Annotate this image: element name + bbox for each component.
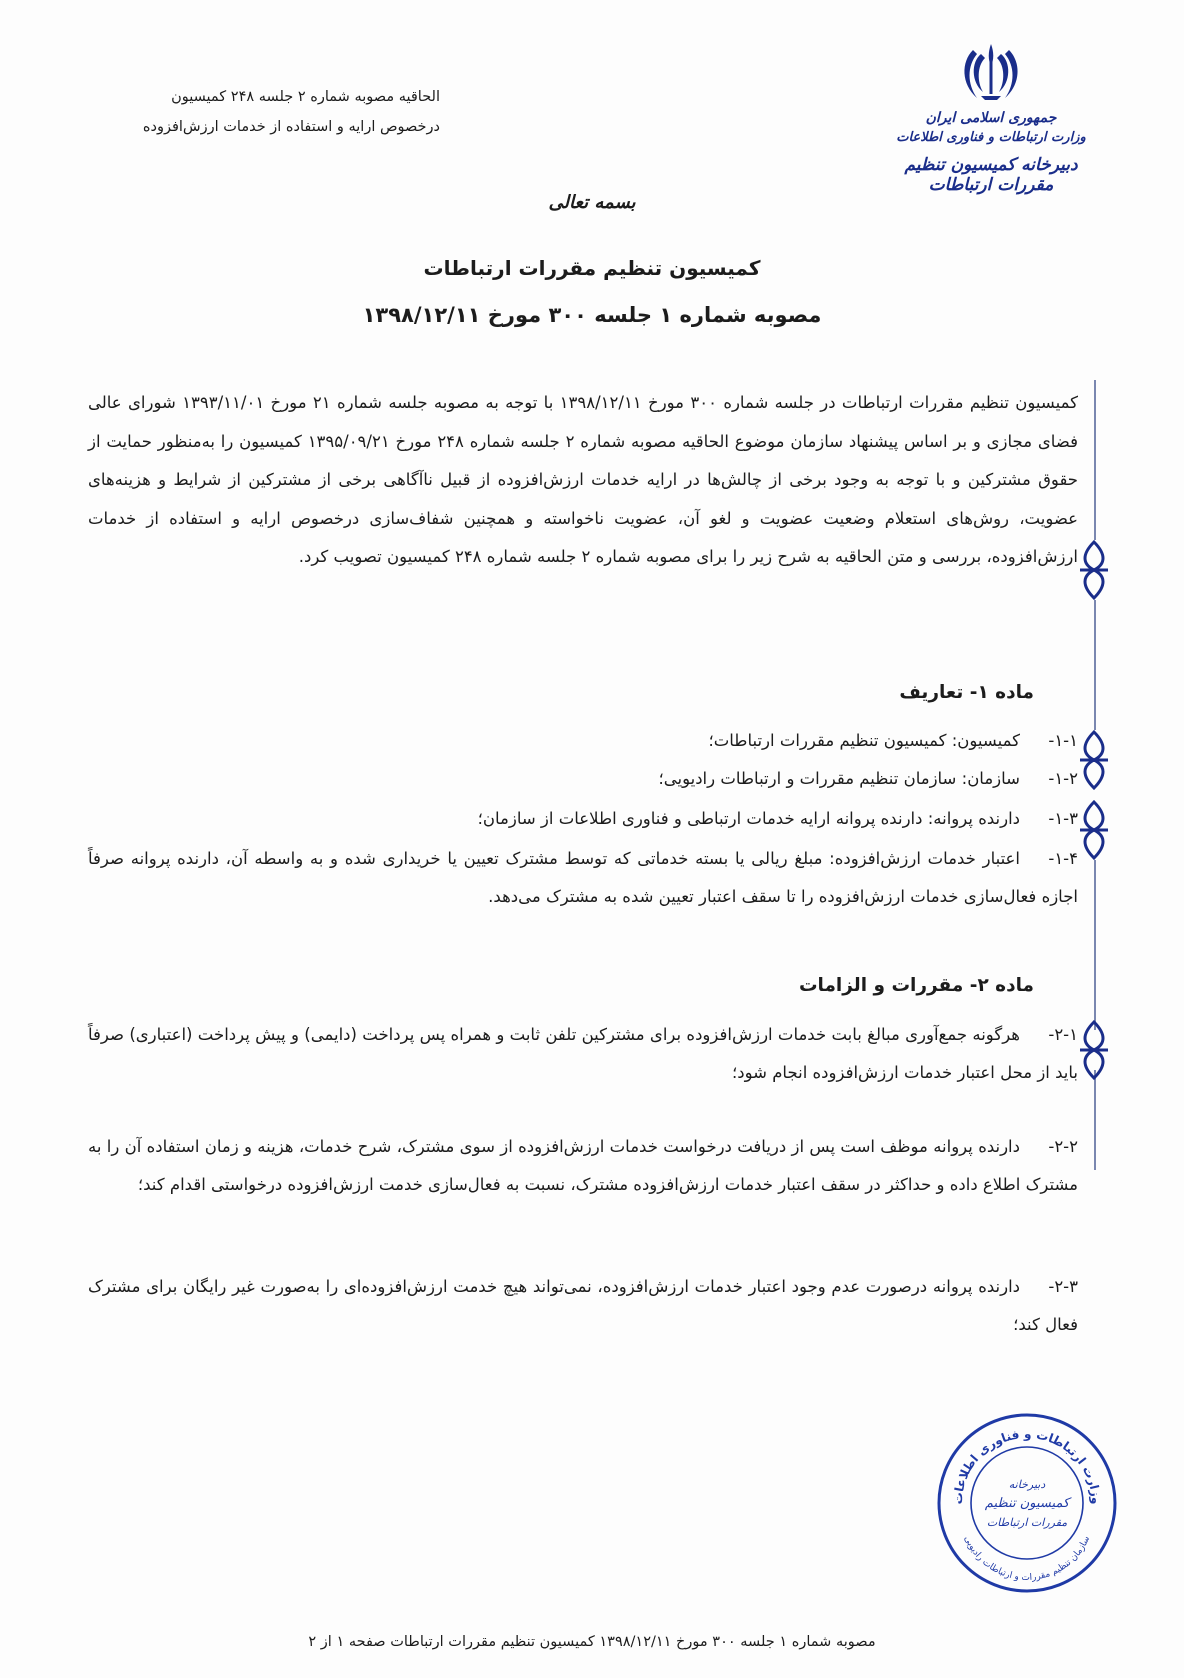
item-number: ۲-۱- (1048, 1025, 1078, 1044)
logo-ministry-name: وزارت ارتباطات و فناوری اطلاعات (896, 130, 1086, 145)
item-number: ۲-۳- (1048, 1277, 1078, 1296)
regulation-item (88, 1268, 1078, 1344)
definition-item (88, 760, 1078, 798)
item-text: اعتبار خدمات ارزش‌افزوده: مبلغ ریالی یا بسته خدماتی که توسط مشترک تعیین یا خریداری شده و به واسطه آن، دارنده پروانه صرفاً اجازه فعال‌سازی خدمات ارزش‌افزوده را تا سقف اعتبار تعیین شده به مشترک می‌دهد. (88, 849, 1078, 906)
stamp-inner-line-1: دبیرخانه (1008, 1478, 1046, 1491)
svg-text:وزارت ارتباطات و فناوری اطلاعا (951, 1427, 1103, 1505)
article-2-heading: ماده ۲- مقررات و الزامات (798, 975, 1034, 996)
stamp-outer-text: وزارت ارتباطات و فناوری اطلاعات (950, 1426, 1104, 1505)
item-number: ۱-۴- (1048, 849, 1078, 868)
logo-secretariat-name: دبیرخانه کمیسیون تنظیم مقررات ارتباطات (904, 155, 1078, 195)
stamp-inner-line-3: مقررات ارتباطات (986, 1516, 1068, 1529)
reference-note-line-1: الحاقیه مصوبه شماره ۲ جلسه ۲۴۸ کمیسیون (171, 89, 440, 105)
document-title: کمیسیون تنظیم مقررات ارتباطات (423, 256, 761, 280)
item-number: ۲-۲- (1048, 1137, 1078, 1156)
reference-note (60, 82, 440, 142)
margin-ornament-icon (1076, 540, 1112, 600)
invocation: بسمه تعالی (548, 192, 636, 213)
article-1-heading: ماده ۱- تعاریف (899, 682, 1034, 703)
item-text: هرگونه جمع‌آوری مبالغ بابت خدمات ارزش‌افزوده برای مشترکین تلفن ثابت و همراه پس پرداخت (دایمی) و پیش پرداخت (اعتباری) صرفاً باید از محل اعتبار خدمات ارزش‌افزوده انجام شود؛ (88, 1025, 1078, 1082)
margin-rule (1094, 860, 1096, 1030)
item-text: دارنده پروانه درصورت عدم وجود اعتبار خدمات ارزش‌افزوده، نمی‌تواند هیچ خدمت ارزش‌افزوده‌ای را به‌صورت غیر رایگان برای مشترک فعال کند؛ (88, 1277, 1078, 1334)
iran-emblem-icon (959, 40, 1023, 104)
logo-country-name: جمهوری اسلامی ایران (925, 110, 1057, 126)
definition-item (88, 840, 1078, 916)
resolution-title: مصوبه شماره ۱ جلسه ۳۰۰ مورخ ۱۳۹۸/۱۲/۱۱ (362, 303, 822, 327)
regulation-item (88, 1016, 1078, 1092)
ministry-logo (886, 40, 1096, 195)
item-text: سازمان: سازمان تنظیم مقررات و ارتباطات رادیویی؛ (658, 769, 1020, 788)
item-number: ۱-۱- (1048, 731, 1078, 750)
item-text: کمیسیون: کمیسیون تنظیم مقررات ارتباطات؛ (708, 731, 1020, 750)
intro-paragraph: کمیسیون تنظیم مقررات ارتباطات در جلسه شماره ۳۰۰ مورخ ۱۳۹۸/۱۲/۱۱ با توجه به مصوبه جلسه شماره ۲۱ مورخ ۱۳۹۳/۱۱/۰۱ شورای عالی فضای مجازی و بر اساس پیشنهاد سازمان موضوع الحاقیه مصوبه شماره ۲ جلسه شماره ۲۴۸ مورخ ۱۳۹۵/۰۹/۲۱ کمیسیون را به‌منظور حمایت از حقوق مشترکین و با توجه به وجود برخی از چالش‌ها در ارایه خدمات ارزش‌افزوده از قبیل ناآگاهی برخی از مشترکین از شرایط و هزینه‌های عضویت، روش‌های استعلام وضعیت عضویت و لغو آن، عضویت ناخواسته و همچنین شفاف‌سازی درخصوص ارایه و استفاده از خدمات ارزش‌افزوده، بررسی و متن الحاقیه به شرح زیر را برای مصوبه شماره ۲ جلسه شماره ۲۴۸ کمیسیون تصویب کرد. (88, 393, 1078, 566)
item-text: دارنده پروانه موظف است پس از دریافت درخواست خدمات ارزش‌افزوده از سوی مشترک، شرح خدمات، هزینه و زمان استفاده آن را به مشترک اطلاع داده و حداکثر در سقف اعتبار خدمات ارزش‌افزوده مشترک، نسبت به فعال‌سازی خدمت ارزش‌افزوده درخواستی اقدام کند؛ (88, 1137, 1078, 1194)
item-number: ۱-۲- (1048, 769, 1078, 788)
stamp-inner-line-2: کمیسیون تنظیم (984, 1496, 1070, 1511)
official-stamp (932, 1408, 1122, 1598)
margin-rule (1094, 600, 1096, 730)
definition-item (88, 800, 1078, 838)
item-number: ۱-۳- (1048, 809, 1078, 828)
margin-rule (1094, 380, 1096, 540)
reference-note-line-2: درخصوص ارایه و استفاده از خدمات ارزش‌افزوده (142, 119, 440, 135)
stamp-bottom-text: سازمان تنظیم مقررات و ارتباطات رادیویی (961, 1534, 1093, 1584)
item-text: دارنده پروانه: دارنده پروانه ارایه خدمات ارتباطی و فناوری اطلاعات از سازمان؛ (477, 809, 1020, 828)
definition-item (88, 722, 1078, 760)
margin-rule (1094, 1070, 1096, 1170)
regulation-item (88, 1128, 1078, 1204)
margin-ornament-icon (1076, 730, 1112, 790)
page-footer: مصوبه شماره ۱ جلسه ۳۰۰ مورخ ۱۳۹۸/۱۲/۱۱ کمیسیون تنظیم مقررات ارتباطات صفحه ۱ از ۲ (308, 1634, 876, 1650)
margin-ornament-icon (1076, 800, 1112, 860)
margin-ornament-icon (1076, 1020, 1112, 1080)
